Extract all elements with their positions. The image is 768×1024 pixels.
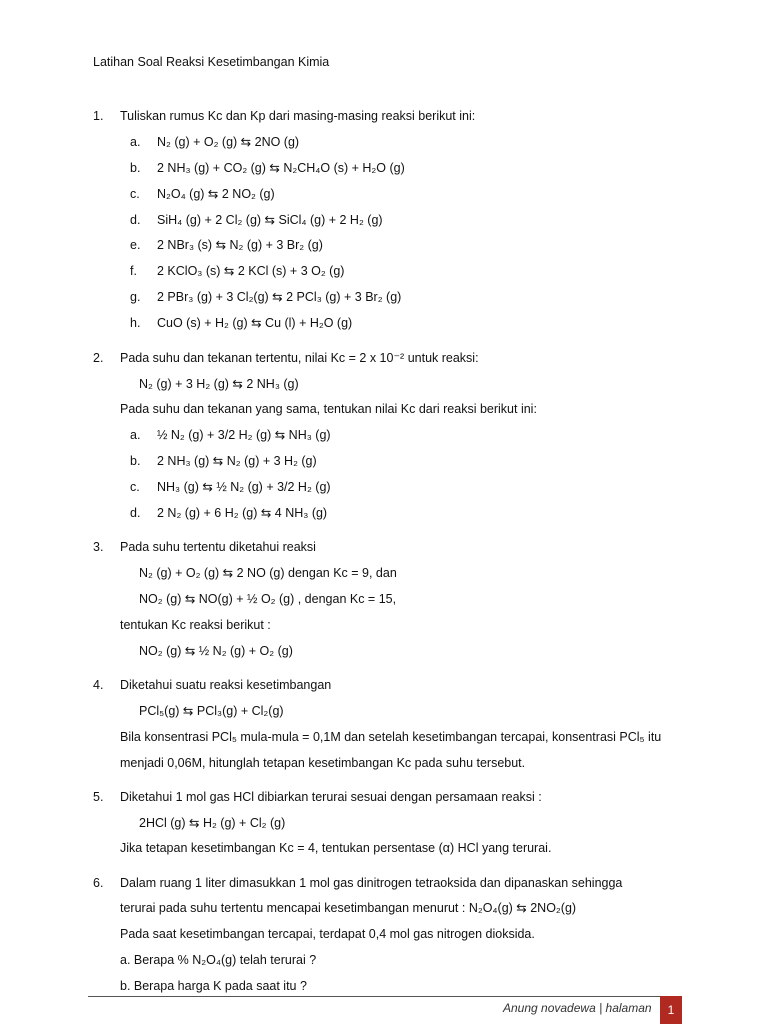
question-line: Diketahui suatu reaksi kesetimbangan bbox=[120, 678, 332, 692]
item-number: d. bbox=[130, 213, 141, 227]
question-line: PCl₅(g) ⇆ PCl₃(g) + Cl₂(g) bbox=[139, 704, 284, 718]
question-line: NO₂ (g) ⇆ ½ N₂ (g) + O₂ (g) bbox=[139, 644, 293, 658]
footer-author: Anung novadewa | halaman bbox=[503, 1001, 652, 1015]
question-line: CuO (s) + H₂ (g) ⇆ Cu (l) + H₂O (g) bbox=[157, 316, 353, 330]
question-line: a. Berapa % N₂O₄(g) telah terurai ? bbox=[120, 953, 317, 967]
question-line: 2 NH₃ (g) ⇆ N₂ (g) + 3 H₂ (g) bbox=[157, 454, 317, 468]
question-line: 2 N₂ (g) + 6 H₂ (g) ⇆ 4 NH₃ (g) bbox=[157, 506, 328, 520]
question-line: Pada suhu tertentu diketahui reaksi bbox=[120, 540, 316, 554]
item-number: f. bbox=[130, 264, 137, 278]
item-number: h. bbox=[130, 316, 141, 330]
item-number: 6. bbox=[93, 876, 104, 890]
item-number: a. bbox=[130, 428, 141, 442]
item-number: a. bbox=[130, 135, 141, 149]
question-line: Tuliskan rumus Kc dan Kp dari masing-masing reaksi berikut ini: bbox=[120, 109, 476, 123]
item-number: b. bbox=[130, 454, 141, 468]
document-title: Latihan Soal Reaksi Kesetimbangan Kimia bbox=[93, 55, 330, 69]
question-line: Bila konsentrasi PCl₅ mula-mula = 0,1M dan setelah kesetimbangan tercapai, konsentrasi PCl₅ itu bbox=[120, 730, 662, 744]
question-line: 2 PBr₃ (g) + 3 Cl₂(g) ⇆ 2 PCl₃ (g) + 3 Br₂ (g) bbox=[157, 290, 402, 304]
footer-divider bbox=[88, 996, 660, 997]
item-number: 5. bbox=[93, 790, 104, 804]
question-line: N₂ (g) + 3 H₂ (g) ⇆ 2 NH₃ (g) bbox=[139, 377, 299, 391]
page-number-badge: 1 bbox=[660, 996, 682, 1024]
item-number: 4. bbox=[93, 678, 104, 692]
question-line: 2HCl (g) ⇆ H₂ (g) + Cl₂ (g) bbox=[139, 816, 286, 830]
question-line: 2 KClO₃ (s) ⇆ 2 KCl (s) + 3 O₂ (g) bbox=[157, 264, 345, 278]
question-line: tentukan Kc reaksi berikut : bbox=[120, 618, 271, 632]
item-number: c. bbox=[130, 480, 140, 494]
item-number: 2. bbox=[93, 351, 104, 365]
question-line: 2 NH₃ (g) + CO₂ (g) ⇆ N₂CH₄O (s) + H₂O (g) bbox=[157, 161, 405, 175]
question-line: NH₃ (g) ⇆ ½ N₂ (g) + 3/2 H₂ (g) bbox=[157, 480, 331, 494]
question-line: Pada suhu dan tekanan yang sama, tentukan nilai Kc dari reaksi berikut ini: bbox=[120, 402, 537, 416]
item-number: d. bbox=[130, 506, 141, 520]
question-line: 2 NBr₃ (s) ⇆ N₂ (g) + 3 Br₂ (g) bbox=[157, 238, 323, 252]
item-number: e. bbox=[130, 238, 141, 252]
question-line: Jika tetapan kesetimbangan Kc = 4, tentukan persentase (α) HCl yang terurai. bbox=[120, 841, 552, 855]
question-line: ½ N₂ (g) + 3/2 H₂ (g) ⇆ NH₃ (g) bbox=[157, 428, 331, 442]
question-line: N₂ (g) + O₂ (g) ⇆ 2NO (g) bbox=[157, 135, 300, 149]
question-line: Dalam ruang 1 liter dimasukkan 1 mol gas dinitrogen tetraoksida dan dipanaskan sehingga bbox=[120, 876, 623, 890]
question-line: N₂ (g) + O₂ (g) ⇆ 2 NO (g) dengan Kc = 9, dan bbox=[139, 566, 397, 580]
item-number: g. bbox=[130, 290, 141, 304]
question-line: terurai pada suhu tertentu mencapai kesetimbangan menurut : N₂O₄(g) ⇆ 2NO₂(g) bbox=[120, 901, 577, 915]
question-line: Diketahui 1 mol gas HCl dibiarkan terurai sesuai dengan persamaan reaksi : bbox=[120, 790, 542, 804]
item-number: 3. bbox=[93, 540, 104, 554]
question-line: menjadi 0,06M, hitunglah tetapan kesetimbangan Kc pada suhu tersebut. bbox=[120, 756, 526, 770]
question-line: SiH₄ (g) + 2 Cl₂ (g) ⇆ SiCl₄ (g) + 2 H₂ (g) bbox=[157, 213, 383, 227]
item-number: c. bbox=[130, 187, 140, 201]
question-line: N₂O₄ (g) ⇆ 2 NO₂ (g) bbox=[157, 187, 275, 201]
question-line: b. Berapa harga K pada saat itu ? bbox=[120, 979, 307, 993]
question-line: Pada suhu dan tekanan tertentu, nilai Kc = 2 x 10⁻² untuk reaksi: bbox=[120, 351, 479, 365]
question-line: NO₂ (g) ⇆ NO(g) + ½ O₂ (g) , dengan Kc = 15, bbox=[139, 592, 397, 606]
question-line: Pada saat kesetimbangan tercapai, terdapat 0,4 mol gas nitrogen dioksida. bbox=[120, 927, 535, 941]
item-number: 1. bbox=[93, 109, 104, 123]
item-number: b. bbox=[130, 161, 141, 175]
